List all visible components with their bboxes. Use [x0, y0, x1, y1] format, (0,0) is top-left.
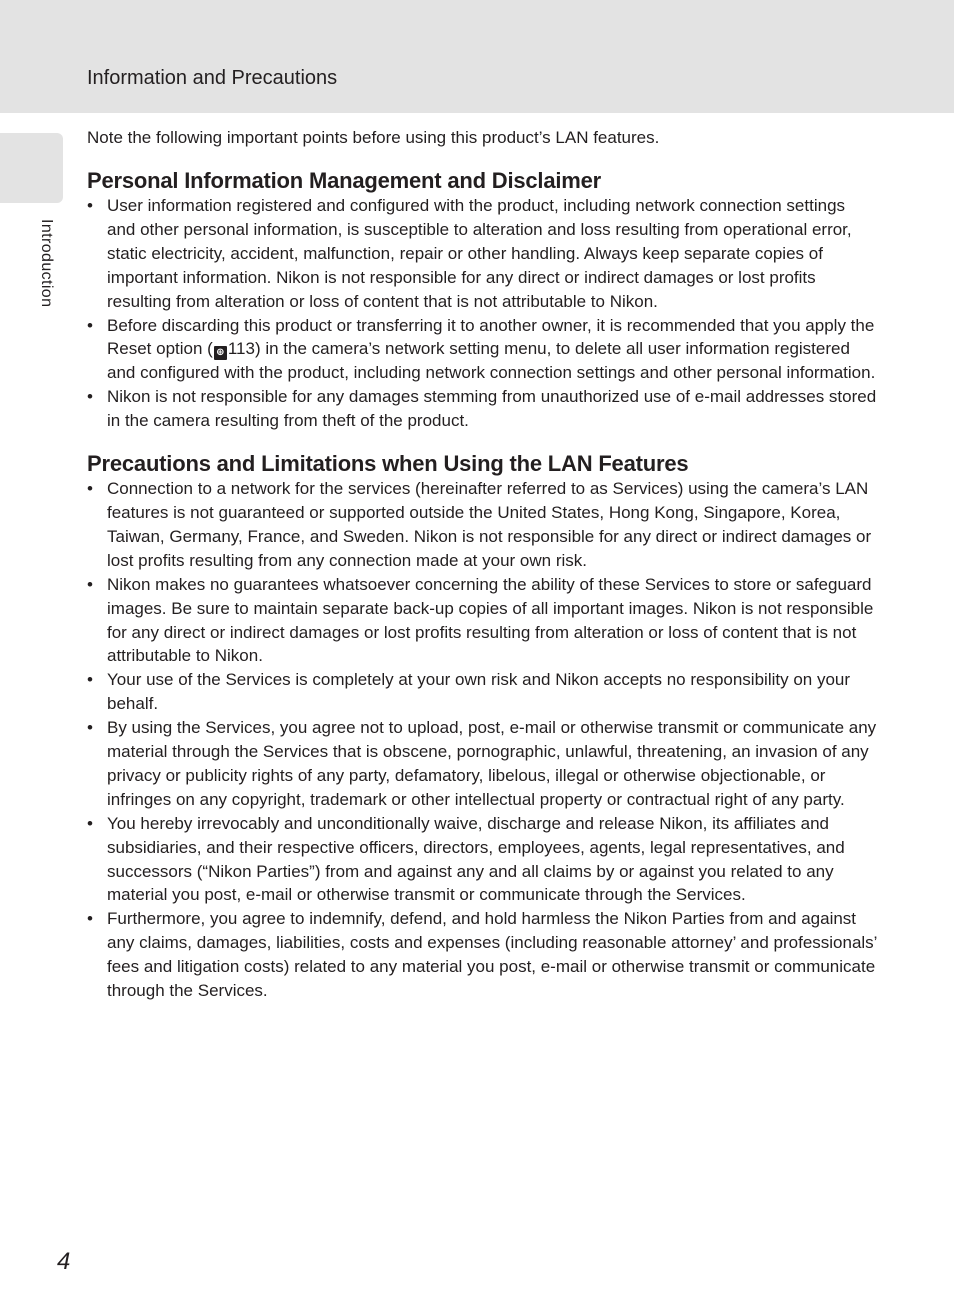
page-content: [87, 126, 877, 1003]
list-item: [87, 477, 877, 573]
bullet-icon: •: [87, 813, 93, 833]
bullet-icon: •: [87, 909, 93, 929]
section-heading-lan-precautions: Precautions and Limitations when Using the LAN Features: [87, 451, 689, 477]
list-item: [87, 194, 877, 314]
chapter-tab: [0, 133, 63, 203]
list-item: [87, 573, 877, 669]
list-item-text: 113) in the camera’s network setting menu, to delete all user information registered and configured with the product, including network connection settings and other personal information.: [107, 339, 876, 383]
bullet-icon: •: [87, 670, 93, 690]
list-item-text: User information registered and configured with the product, including network connection settings and other personal information, is susceptible to alteration and loss resulting from operational error, static electricity, accident, malfunction, repair or other handling. Always keep separate copies of important information. Nikon is not responsible for any direct or indirect damages or lost profits resulting from alteration or loss of content that is not attributable to Nikon.: [107, 196, 852, 311]
page-number: 4: [57, 1248, 71, 1275]
list-item-text: By using the Services, you agree not to upload, post, e-mail or otherwise transmit or communicate any material through the Services that is obscene, pornographic, unlawful, threatening, an invasion of any privacy or publicity rights of any party, defamatory, libelous, illegal or otherwise objectionable, or infringes on any copyright, trademark or other intellectual property or contractual right of any party.: [107, 718, 877, 809]
list-item: [87, 812, 877, 908]
bullet-icon: •: [87, 479, 93, 499]
bullet-icon: •: [87, 718, 93, 738]
list-item: [87, 668, 877, 716]
list-item-text: Connection to a network for the services (hereinafter referred to as Services) using the camera’s LAN features is not guaranteed or supported outside the United States, Hong Kong, Singapore, Korea, Taiwan, Germany, France, and Sweden. Nikon is not responsible for any direct or indirect damages or lost profits resulting from any connection made at your own risk.: [107, 479, 872, 570]
bullet-icon: •: [87, 574, 93, 594]
section-heading-personal-information: Personal Information Management and Disclaimer: [87, 168, 602, 193]
chapter-tab-label: Introduction: [38, 219, 55, 308]
list-item: [87, 385, 877, 433]
bullet-icon: •: [87, 196, 93, 215]
bullet-icon: •: [87, 387, 93, 407]
bullet-icon: •: [87, 315, 93, 335]
list-item-text: Your use of the Services is completely at your own risk and Nikon accepts no responsibility on your behalf.: [107, 670, 851, 714]
list-item: [87, 907, 877, 1003]
lan-precautions-list: [87, 477, 877, 1003]
list-item-text: Nikon makes no guarantees whatsoever concerning the ability of these Services to store or safeguard images. Be sure to maintain separate back-up copies of all important images. Nikon is not responsible for any direct or indirect damages or lost profits resulting from alteration or loss of content that is not attributable to Nikon.: [107, 574, 874, 666]
list-item: [87, 314, 877, 386]
header-band: [0, 0, 954, 113]
list-item-text: Furthermore, you agree to indemnify, defend, and hold harmless the Nikon Parties from and against any claims, damages, liabilities, costs and expenses (including reasonable attorney’ and professionals’ fees and litigation costs) related to any material you post, e-mail or otherwise transmit or communicate through the Services.: [107, 909, 877, 1001]
intro-paragraph: Note the following important points before using this product’s LAN features.: [87, 128, 660, 147]
list-item-text: You hereby irrevocably and unconditionally waive, discharge and release Nikon, its affiliates and subsidiaries, and their respective officers, directors, employees, agents, legal representatives, and successors (“Nikon Parties”) from and against any and all claims by or against you related to any material you post, e-mail or otherwise transmit or communicate through the Services.: [107, 813, 845, 905]
list-item: [87, 716, 877, 812]
page-reference-icon: ⊕: [214, 346, 227, 360]
list-item-text: Before discarding this product or transferring it to another owner, it is recommended that you apply the Reset option (: [107, 315, 875, 359]
page-header-title: Information and Precautions: [87, 67, 338, 89]
personal-information-list: [87, 194, 877, 433]
list-item-text: Nikon is not responsible for any damages stemming from unauthorized use of e-mail addresses stored in the camera resulting from theft of the product.: [107, 387, 877, 431]
